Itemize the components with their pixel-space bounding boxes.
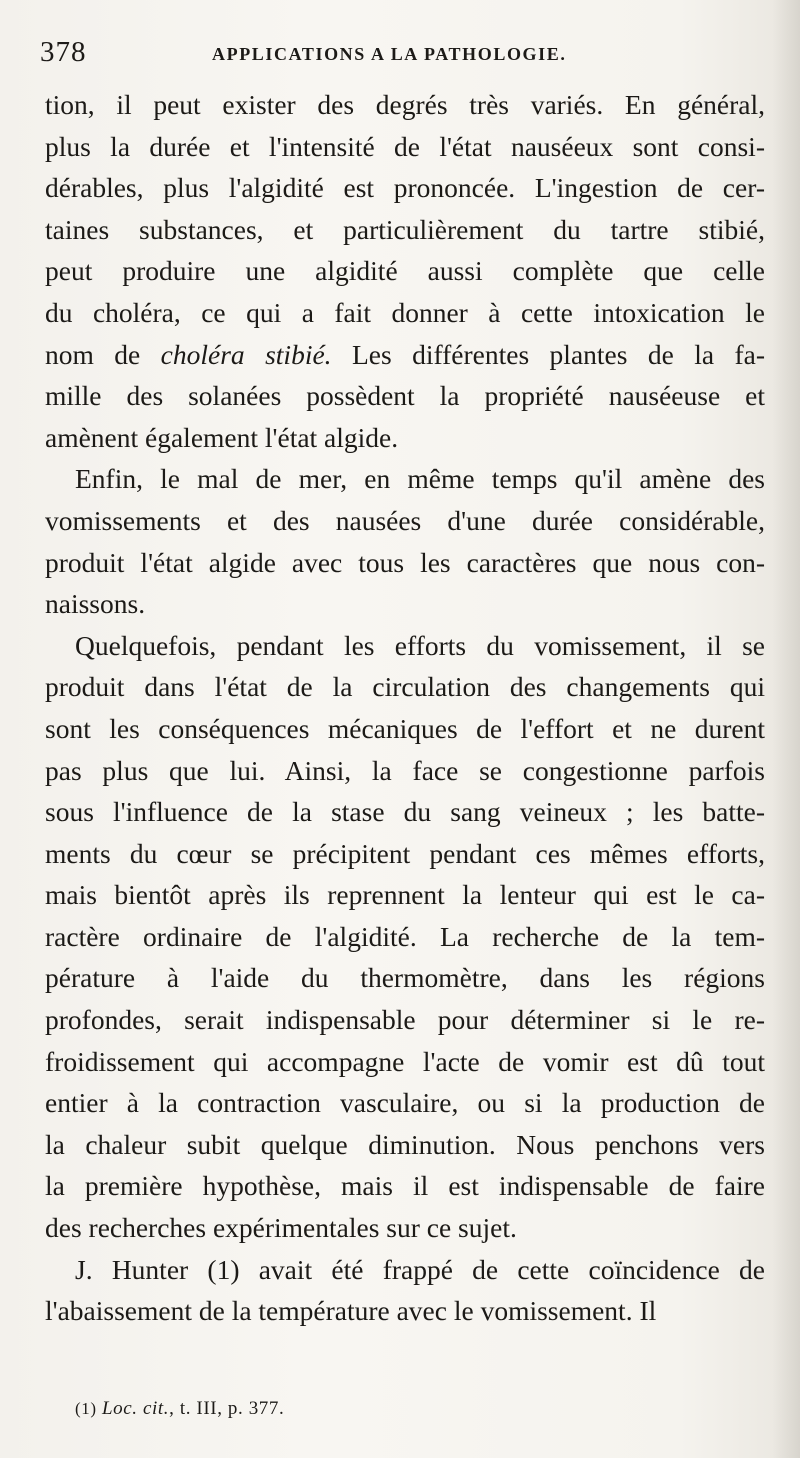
text-line: produit dans l'état de la circulation des changements qui: [45, 671, 765, 703]
footnote: [75, 1398, 284, 1420]
text-line: des recherches expérimentales sur ce sujet.: [45, 1212, 517, 1244]
text-line: Enfin, le mal de mer, en même temps qu'il amène des: [75, 463, 765, 495]
paragraph: [45, 84, 765, 458]
paragraph: [45, 458, 765, 624]
text-line: l'abaissement de la température avec le vomissement. Il: [45, 1295, 657, 1327]
text-line: la première hypothèse, mais il est indispensable de faire: [45, 1170, 765, 1202]
footnote-reference: , t. III, p. 377.: [169, 1398, 285, 1419]
text-line: mais bientôt après ils reprennent la lenteur qui est le ca-: [45, 879, 765, 911]
footnote-marker: (1): [75, 1399, 97, 1418]
text-line: mille des solanées possèdent la propriété nauséeuse et: [45, 380, 765, 412]
text-line: dérables, plus l'algidité est prononcée. L'ingestion de cer-: [45, 172, 765, 204]
text-line: du choléra, ce qui a fait donner à cette intoxication le: [45, 296, 765, 328]
text-run: Les différentes plantes de la fa-: [331, 338, 765, 370]
text-line: ments du cœur se précipitent pendant ces mêmes efforts,: [45, 837, 765, 869]
text-line: [45, 334, 765, 376]
paragraph: [45, 1249, 765, 1332]
text-line: la chaleur subit quelque diminution. Nous penchons vers: [45, 1128, 765, 1160]
text-line: pérature à l'aide du thermomètre, dans les régions: [45, 962, 765, 994]
text-line: taines substances, et particulièrement du tartre stibié,: [45, 213, 765, 245]
italic-term: choléra stibié.: [160, 338, 332, 370]
text-line: J. Hunter (1) avait été frappé de cette coïncidence de: [75, 1253, 765, 1285]
paragraph: [45, 625, 765, 1249]
text-line: profondes, serait indispensable pour déterminer si le re-: [45, 1004, 765, 1036]
text-run: nom de: [45, 338, 161, 370]
text-line: plus la durée et l'intensité de l'état nauséeux sont consi-: [45, 130, 765, 162]
footnote-citation: Loc. cit.: [101, 1398, 170, 1419]
text-line: Quelquefois, pendant les efforts du vomissement, il se: [75, 629, 765, 661]
body-text: [45, 84, 765, 1332]
text-line: pas plus que lui. Ainsi, la face se congestionne parfois: [45, 754, 765, 786]
text-line: produit l'état algide avec tous les caractères que nous con-: [45, 546, 765, 578]
text-line: ractère ordinaire de l'algidité. La recherche de la tem-: [45, 920, 765, 952]
text-line: tion, il peut exister des degrés très variés. En général,: [45, 89, 765, 120]
page-number: 378: [40, 36, 87, 68]
text-line: naissons.: [45, 588, 146, 620]
text-line: sous l'influence de la stase du sang veineux ; les batte-: [45, 796, 765, 828]
text-line: vomissements et des nausées d'une durée considérable,: [45, 504, 765, 536]
text-line: sont les conséquences mécaniques de l'effort et ne durent: [45, 712, 765, 744]
running-head: APPLICATIONS A LA PATHOLOGIE.: [212, 44, 567, 64]
text-line: amènent également l'état algide.: [45, 421, 399, 453]
page-edge-shadow: [772, 0, 800, 1458]
text-line: entier à la contraction vasculaire, ou si la production de: [45, 1087, 765, 1119]
text-line: peut produire une algidité aussi complète que celle: [45, 255, 765, 287]
page-header: [40, 36, 760, 76]
text-line: froidissement qui accompagne l'acte de vomir est dû tout: [45, 1045, 765, 1077]
